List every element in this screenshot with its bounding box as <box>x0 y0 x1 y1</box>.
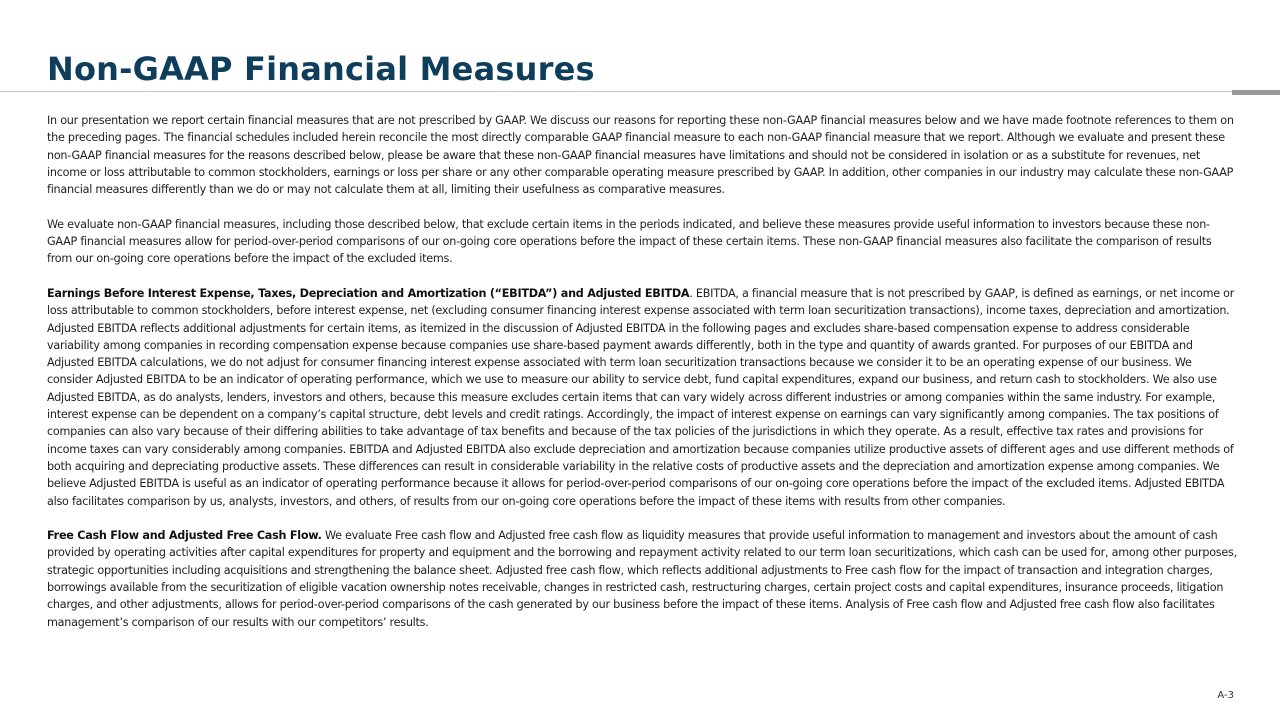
ebitda-heading: Earnings Before Interest Expense, Taxes, Depreciation and Amortization (“EBITDA”) and Adjusted EBITDA <box>47 286 690 300</box>
fcf-paragraph <box>47 527 1237 631</box>
fcf-body: We evaluate Free cash flow and Adjusted free cash flow as liquidity measures that provide useful information to management and investors about the amount of cash provided by operating activities after capital expenditures for property and equipment and the borrowing and repayment activity related to our term loan securitizations, which cash can be used for, among other purposes, strategic opportunities including acquisitions and strengthening the balance sheet. Adjusted free cash flow, which reflects additional adjustments to Free cash flow for the impact of transaction and integration charges, borrowings available from the securitization of eligible vacation ownership notes receivable, changes in restricted cash, restructuring charges, certain project costs and capital expenditures, insurance proceeds, litigation charges, and other adjustments, allows for period-over-period comparisons of the cash generated by our business before the impact of these items. Analysis of Free cash flow and Adjusted free cash flow also facilitates management’s comparison of our results with our competitors’ results. <box>47 529 1237 629</box>
ebitda-paragraph <box>47 285 1237 510</box>
ebitda-body: . EBITDA, a financial measure that is not prescribed by GAAP, is defined as earnings, or net income or loss attributable to common stockholders, before interest expense, net (excluding consumer financing interest expense associated with term loan securitization transactions), income taxes, depreciation and amortization. Adjusted EBITDA reflects additional adjustments for certain items, as itemized in the discussion of Adjusted EBITDA in the following pages and excludes share-based compensation expense to address considerable variability among companies in recording compensation expense because companies use share-based payment awards differently, both in the type and quantity of awards granted. For purposes of our EBITDA and Adjusted EBITDA calculations, we do not adjust for consumer financing interest expense associated with term loan securitization transactions because we consider it to be an operating expense of our business. We consider Adjusted EBITDA to be an indicator of operating performance, which we use to measure our ability to service debt, fund capital expenditures, expand our business, and return cash to stockholders. We also use Adjusted EBITDA, as do analysts, lenders, investors and others, because this measure excludes certain items that can vary widely across different industries or among companies within the same industry. For example, interest expense can be dependent on a company’s capital structure, debt levels and credit ratings. Accordingly, the impact of interest expense on earnings can vary significantly among companies. The tax positions of companies can also vary because of their differing abilities to take advantage of tax benefits and because of the tax policies of the jurisdictions in which they operate. As a result, effective tax rates and provisions for income taxes can vary considerably among companies. EBITDA and Adjusted EBITDA also exclude depreciation and amortization because companies utilize productive assets of different ages and use different methods of both acquiring and depreciating productive assets. These differences can result in considerable variability in the relative costs of productive assets and the depreciation and amortization expense among companies. We believe Adjusted EBITDA is useful as an indicator of operating performance because it allows for period-over-period comparisons of our on-going core operations before the impact of the excluded items. Adjusted EBITDA also facilitates comparison by us, analysts, investors, and others, of results from our on-going core operations before the impact of these items with results from other companies. <box>47 286 1235 508</box>
fcf-heading: Free Cash Flow and Adjusted Free Cash Flow. <box>47 529 322 543</box>
title-accent-bar <box>1232 90 1280 95</box>
page-title: Non-GAAP Financial Measures <box>47 50 595 88</box>
title-divider <box>0 91 1280 92</box>
evaluation-paragraph: We evaluate non-GAAP financial measures, including those described below, that exclude certain items in the periods indicated, and believe these measures provide useful information to investors because these non-GAAP financial measures allow for period-over-period comparisons of our on-going core operations before the impact of these certain items. These non-GAAP financial measures also facilitate the comparison of results from our on-going core operations before the impact of the excluded items. <box>47 217 1212 266</box>
intro-paragraph: In our presentation we report certain financial measures that are not prescribed by GAAP. We discuss our reasons for reporting these non-GAAP financial measures below and we have made footnote references to them on the preceding pages. The financial schedules included herein reconcile the most directly comparable GAAP financial measure to each non-GAAP financial measure that we report. Although we evaluate and present these non-GAAP financial measures for the reasons described below, please be aware that these non-GAAP financial measures have limitations and should not be considered in isolation or as a substitute for revenues, net income or loss attributable to common stockholders, earnings or loss per share or any other comparable operating measure prescribed by GAAP. In addition, other companies in our industry may calculate these non-GAAP financial measures differently than we do or may not calculate them at all, limiting their usefulness as comparative measures. <box>47 114 1234 197</box>
body-text <box>47 112 1237 631</box>
page-number: A-3 <box>1217 690 1234 701</box>
